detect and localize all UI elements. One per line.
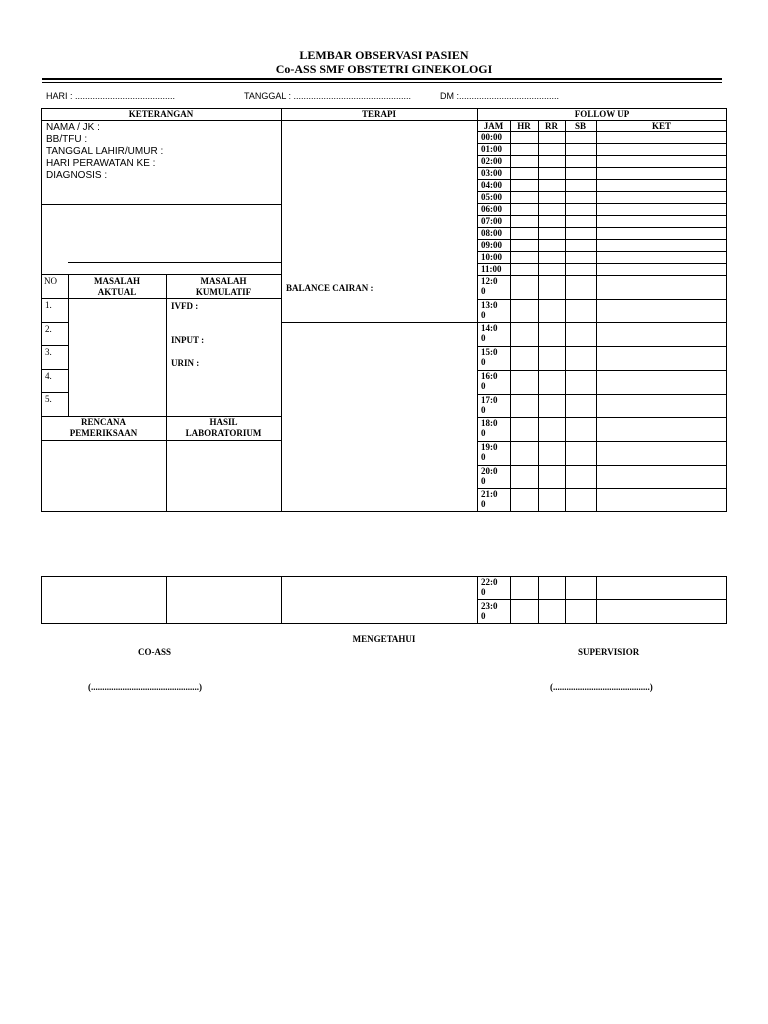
hour-label: 0 (481, 428, 486, 438)
hour-row-line (477, 155, 727, 156)
hr-header: HR (517, 121, 531, 131)
hour-row-line (477, 441, 727, 442)
bottom-col-sep (538, 576, 539, 624)
no-row-line (41, 322, 68, 323)
hour-label: 0 (481, 611, 486, 621)
urin-label: URIN : (171, 358, 200, 368)
hour-row-line (477, 488, 727, 489)
header-rule-bottom (42, 82, 722, 83)
hour-label: 11:00 (481, 264, 502, 274)
rencana-header-2: PEMERIKSAAN (69, 428, 138, 438)
bottom-col-sep (281, 576, 282, 624)
hour-row-line (477, 370, 727, 371)
hour-label: 0 (481, 381, 486, 391)
hour-row-line (477, 346, 727, 347)
hour-label: 09:00 (481, 240, 502, 250)
col-sep-terapi (281, 108, 282, 512)
hour-label: 21:0 (481, 489, 498, 499)
tanggal-field: TANGGAL : ............................................... (244, 91, 412, 101)
hour-row-line (477, 167, 727, 168)
hour-label: 00:00 (481, 132, 502, 142)
bottom-col-sep (477, 576, 478, 624)
hour-row-line (477, 299, 727, 300)
hour-row-line (477, 215, 727, 216)
hour-row-line (477, 191, 727, 192)
masalah-top-line (41, 274, 281, 275)
hour-row-line (477, 239, 727, 240)
terapi-divider (281, 322, 477, 323)
hour-row-line (477, 417, 727, 418)
hasil-header-1: HASIL (209, 417, 238, 427)
bottom-col-sep (510, 576, 511, 624)
hour-label: 0 (481, 499, 486, 509)
no-4: 4. (45, 371, 52, 381)
no-row-line (41, 345, 68, 346)
sb-header: SB (574, 121, 586, 131)
hour-label: 07:00 (481, 216, 502, 226)
tgl-lahir-label: TANGGAL LAHIR/UMUR : (46, 146, 164, 157)
keterangan-header: KETERANGAN (128, 109, 194, 119)
col-sep-followup (477, 108, 478, 512)
hasil-header-2: LABORATORIUM (185, 428, 262, 438)
patient-block-divider (41, 204, 281, 205)
input-label: INPUT : (171, 335, 205, 345)
hour-row-line (477, 322, 727, 323)
page-subtitle: Co-ASS SMF OBSTETRI GINEKOLOGI (275, 62, 493, 76)
balance-cairan-label: BALANCE CAIRAN : (286, 283, 374, 293)
header-rule-top (42, 78, 722, 80)
supervisor-signature-line: (...........................................) (550, 682, 653, 692)
hour-row-line (477, 251, 727, 252)
hour-label: 06:00 (481, 204, 502, 214)
jam-header: JAM (483, 121, 504, 131)
bottom-col-sep (596, 576, 597, 624)
coass-label: CO-ASS (138, 647, 172, 657)
bb-label: BB/TFU : (46, 134, 88, 145)
bottom-table (41, 576, 727, 624)
masalah-kumulatif-header-2: KUMULATIF (195, 287, 252, 297)
hour-row-line (477, 465, 727, 466)
bottom-row-line (477, 599, 727, 600)
hour-label: 0 (481, 587, 486, 597)
hour-label: 01:00 (481, 144, 502, 154)
hour-label: 0 (481, 476, 486, 486)
hari-field: HARI : ........................................ (46, 91, 176, 101)
hour-label: 0 (481, 333, 486, 343)
hour-label: 12:0 (481, 276, 498, 286)
hour-row-line (477, 227, 727, 228)
hour-label: 17:0 (481, 395, 498, 405)
hour-row-line (477, 143, 727, 144)
hour-label: 16:0 (481, 371, 498, 381)
rencana-header-1: RENCANA (81, 417, 126, 427)
hour-label: 05:00 (481, 192, 502, 202)
hour-label: 18:0 (481, 418, 498, 428)
hour-label: 23:0 (481, 601, 498, 611)
bottom-col-sep (166, 576, 167, 624)
jam-header-line (477, 131, 727, 132)
hour-label: 08:00 (481, 228, 502, 238)
hour-label: 14:0 (481, 323, 498, 333)
hour-label: 04:00 (481, 180, 502, 190)
diagnosis-label: DIAGNOSIS : (46, 170, 108, 181)
mengetahui-label: MENGETAHUI (352, 634, 416, 644)
hour-label: 20:0 (481, 466, 498, 476)
hour-row-line (477, 179, 727, 180)
hari-rawat-label: HARI PERAWATAN KE : (46, 158, 156, 169)
bottom-col-sep (565, 576, 566, 624)
hour-row-line (477, 275, 727, 276)
masalah-header-line (41, 298, 281, 299)
nama-label: NAMA / JK : (46, 122, 100, 133)
empty-block-line (68, 262, 281, 263)
no-3: 3. (45, 347, 52, 357)
page-title: LEMBAR OBSERVASI PASIEN (299, 48, 469, 62)
hour-label: 03:00 (481, 168, 502, 178)
supervisor-label: SUPERVISIOR (578, 647, 640, 657)
hour-label: 0 (481, 405, 486, 415)
ivfd-label: IVFD : (171, 301, 199, 311)
no-2: 2. (45, 324, 52, 334)
hour-label: 19:0 (481, 442, 498, 452)
masalah-aktual-header-1: MASALAH (93, 276, 140, 286)
no-row-line (41, 392, 68, 393)
rencana-header-line (41, 440, 281, 441)
hour-label: 15:0 (481, 347, 498, 357)
dm-field: DM :........................................ (440, 91, 560, 101)
hour-label: 0 (481, 452, 486, 462)
kumulatif-col-sep (166, 274, 167, 512)
hour-label: 22:0 (481, 577, 498, 587)
hour-row-line (477, 263, 727, 264)
hour-label: 0 (481, 357, 486, 367)
no-1: 1. (45, 300, 52, 310)
rr-header: RR (545, 121, 558, 131)
terapi-header: TERAPI (361, 109, 396, 119)
hour-label: 10:00 (481, 252, 502, 262)
followup-header: FOLLOW UP (574, 109, 630, 119)
masalah-kumulatif-header-1: MASALAH (200, 276, 247, 286)
hour-label: 0 (481, 310, 486, 320)
coass-signature-line: (................................................) (88, 682, 202, 692)
hour-row-line (477, 203, 727, 204)
hour-label: 13:0 (481, 300, 498, 310)
hour-row-line (477, 394, 727, 395)
ket-header: KET (651, 121, 671, 131)
no-5: 5. (45, 394, 52, 404)
hour-label: 0 (481, 286, 486, 296)
masalah-aktual-header-2: AKTUAL (97, 287, 137, 297)
no-header: NO (44, 276, 57, 286)
hour-label: 02:00 (481, 156, 502, 166)
no-row-line (41, 369, 68, 370)
